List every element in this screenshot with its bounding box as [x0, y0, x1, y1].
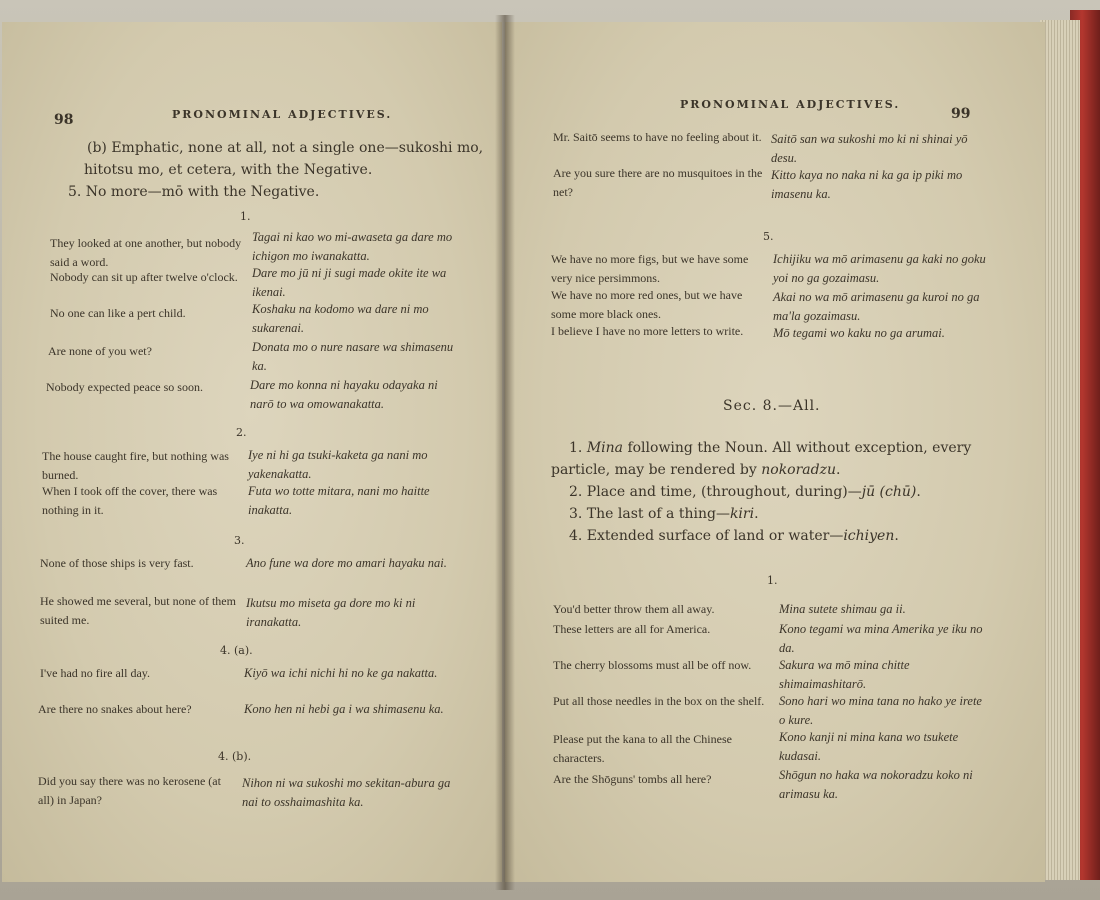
running-head: PRONOMINAL ADJECTIVES.	[680, 98, 901, 111]
rule-1: 1. Mina following the Noun. All without exception, every	[569, 440, 972, 456]
english-sentence: We have no more figs, but we have some very nice persimmons.	[551, 252, 749, 285]
english-sentence: Mr. Saitō seems to have no feeling about it.	[553, 130, 762, 144]
rule-1-term: Mina	[586, 440, 623, 456]
rule-1-text2: particle, may be rendered by	[551, 462, 762, 478]
right-page	[505, 22, 1045, 882]
section-title: Sec. 8.—All.	[723, 398, 821, 414]
japanese-sentence: Kono kanji ni mina kana wo tsukete kudasai.	[779, 730, 959, 763]
page-edges	[1040, 20, 1080, 880]
japanese-sentence: Akai no wa mō arimasenu ga kuroi no ga ma'la gozaimasu.	[773, 290, 980, 323]
japanese-sentence: Donata mo o nure nasare wa shimasenu ka.	[252, 340, 454, 373]
english-sentence: I've had no fire all day.	[40, 666, 151, 680]
book-gutter	[495, 15, 515, 890]
rule-3-text: 3. The last of a thing—	[569, 506, 730, 522]
rule-4: 4. Extended surface of land or water—ichiyen.	[569, 528, 899, 544]
japanese-sentence: Ichijiku wa mō arimasenu ga kaki no goku yoi no ga gozaimasu.	[773, 252, 986, 285]
english-sentence: I believe I have no more letters to write.	[551, 324, 744, 338]
japanese-sentence: Ano fune wa dore mo amari hayaku nai.	[246, 556, 447, 570]
group-label: 4. (b).	[218, 750, 252, 763]
page-number: 99	[951, 106, 971, 122]
english-sentence: When I took off the cover, there was nothing in it.	[42, 484, 218, 517]
japanese-sentence: Kono hen ni hebi ga i wa shimasenu ka.	[244, 702, 444, 716]
rule-1-continued: particle, may be rendered by nokoradzu.	[551, 462, 841, 478]
english-sentence: Are there no snakes about here?	[38, 702, 192, 716]
english-sentence: Please put the kana to all the Chinese characters.	[553, 732, 732, 765]
japanese-sentence: Ikutsu mo miseta ga dore mo ki ni iranakatta.	[246, 596, 416, 629]
running-head: PRONOMINAL ADJECTIVES.	[172, 108, 393, 121]
japanese-sentence: Sono hari wo mina tana no hako ye irete o kure.	[779, 694, 982, 727]
japanese-sentence: Futa wo totte mitara, nani mo haitte inakatta.	[248, 484, 430, 517]
subhead-b-line1: (b) Emphatic, none at all, not a single one—sukoshi mo,	[87, 140, 484, 156]
japanese-sentence: Tagai ni kao wo mi-awaseta ga dare mo ichigon mo iwanakatta.	[252, 230, 453, 263]
japanese-sentence: Koshaku na kodomo wa dare ni mo sukarenai.	[252, 302, 429, 335]
group-label: 2.	[236, 426, 247, 439]
group-label: 1.	[767, 574, 778, 587]
left-page	[2, 22, 502, 882]
rule-3: 3. The last of a thing—kiri.	[569, 506, 759, 522]
japanese-sentence: Sakura wa mō mina chitte shimaimashitarō.	[779, 658, 910, 691]
japanese-sentence: Kiyō wa ichi nichi hi no ke ga nakatta.	[244, 666, 438, 680]
english-sentence: The cherry blossoms must all be off now.	[553, 658, 752, 672]
japanese-sentence: Saitō san wa sukoshi mo ki ni shinai yō desu.	[771, 132, 968, 165]
japanese-sentence: Iye ni hi ga tsuki-kaketa ga nani mo yakenakatta.	[248, 448, 428, 481]
english-sentence: None of those ships is very fast.	[40, 556, 194, 570]
english-sentence: Are none of you wet?	[48, 344, 152, 358]
rule-3-term: kiri	[729, 506, 755, 522]
english-sentence: They looked at one another, but nobody said a word.	[50, 236, 242, 269]
page-number: 98	[54, 112, 74, 128]
group-label: 1.	[240, 210, 251, 223]
japanese-sentence: Dare mo jū ni ji sugi made okite ite wa ikenai.	[252, 266, 447, 299]
rule-1-text: following the Noun. All without exception, every	[623, 440, 972, 456]
rule-2-text: 2. Place and time, (throughout, during)—	[569, 484, 862, 500]
subhead-5: 5. No more—mō with the Negative.	[68, 184, 320, 200]
japanese-sentence: Mina sutete shimau ga ii.	[779, 602, 906, 616]
japanese-sentence: Dare mo konna ni hayaku odayaka ni narō to wa omowanakatta.	[250, 378, 438, 411]
rule-2-term: jū (chū)	[861, 484, 917, 500]
group-label: 5.	[763, 230, 774, 243]
group-label: 4. (a).	[220, 644, 253, 657]
japanese-sentence: Shōgun no haka wa nokoradzu koko ni arimasu ka.	[779, 768, 973, 801]
english-sentence: We have no more red ones, but we have some more black ones.	[551, 288, 743, 321]
english-sentence: You'd better throw them all away.	[553, 602, 715, 616]
subhead-b-line2: hitotsu mo, et cetera, with the Negative.	[84, 162, 373, 178]
japanese-sentence: Kitto kaya no naka ni ka ga ip piki mo imasenu ka.	[771, 168, 963, 201]
japanese-sentence: Nihon ni wa sukoshi mo sekitan-abura ga nai to osshaimashita ka.	[242, 776, 451, 809]
rule-2: 2. Place and time, (throughout, during)—jū (chū).	[569, 484, 921, 500]
english-sentence: Did you say there was no kerosene (at all) in Japan?	[38, 774, 221, 807]
group-label: 3.	[234, 534, 245, 547]
english-sentence: No one can like a pert child.	[50, 306, 186, 320]
japanese-sentence: Mō tegami wo kaku no ga arumai.	[773, 326, 945, 340]
rule-4-text: 4. Extended surface of land or water—	[569, 528, 844, 544]
rule-1-term2: nokoradzu	[761, 462, 837, 478]
english-sentence: Nobody can sit up after twelve o'clock.	[50, 270, 238, 284]
english-sentence: Nobody expected peace so soon.	[46, 380, 203, 394]
english-sentence: Are the Shōguns' tombs all here?	[553, 772, 712, 786]
english-sentence: Are you sure there are no musquitoes in the net?	[553, 166, 763, 199]
rule-4-term: ichiyen	[843, 528, 895, 544]
english-sentence: Put all those needles in the box on the shelf.	[553, 694, 765, 708]
english-sentence: These letters are all for America.	[553, 622, 711, 636]
english-sentence: The house caught fire, but nothing was burned.	[42, 449, 229, 482]
japanese-sentence: Kono tegami wa mina Amerika ye iku no da.	[779, 622, 983, 655]
english-sentence: He showed me several, but none of them suited me.	[40, 594, 236, 627]
